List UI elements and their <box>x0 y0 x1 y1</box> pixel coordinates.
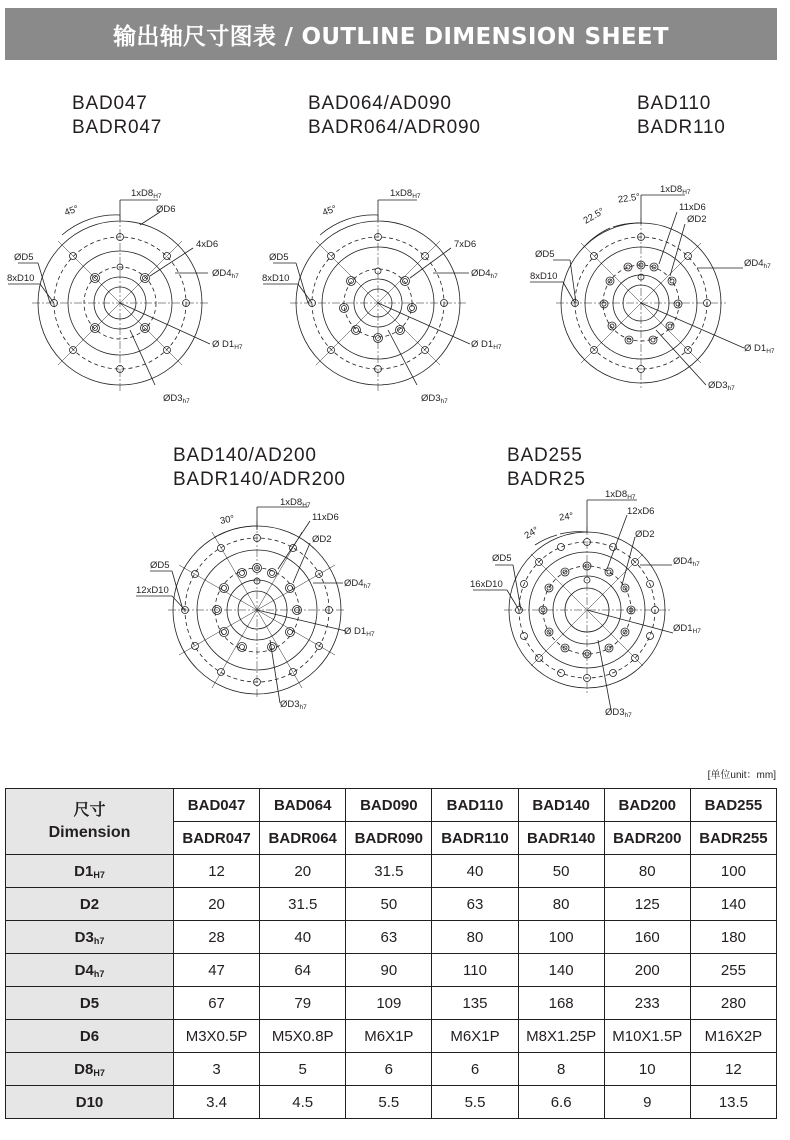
d5-label: ØD5 <box>492 553 512 564</box>
row-tolerance: H7 <box>93 1067 105 1078</box>
unit-note: [单位unit：mm] <box>707 770 776 781</box>
angle-label-2: 24° <box>558 510 575 524</box>
angle-label: 30° <box>219 513 236 527</box>
table-cell: 4.5 <box>260 1086 346 1119</box>
d10-label: 8xD10 <box>262 273 290 284</box>
flange-outline <box>263 200 470 391</box>
d1-label: $ØD1_{H7}$ <box>673 623 701 635</box>
angle-label: 45° <box>320 203 339 219</box>
angle-label: 24° <box>522 524 541 542</box>
model-header: BAD255 <box>690 789 776 822</box>
row-name: D6 <box>79 1027 100 1045</box>
d2-label: ØD2 <box>312 534 332 545</box>
model-header: BADR140 <box>518 822 604 855</box>
d8-label: $1xD8_{H7}$ <box>131 188 162 200</box>
table-cell: 79 <box>260 987 346 1020</box>
tap-label: 4xD6 <box>196 239 219 250</box>
row-name: D2 <box>79 895 100 913</box>
row-header <box>6 888 174 921</box>
table-cell: 64 <box>260 954 346 987</box>
row-tolerance: H7 <box>93 869 105 880</box>
d4-label: $ØD4_{h7}$ <box>212 268 239 280</box>
row-tolerance: h7 <box>93 968 105 979</box>
d3-label: $ØD3_{h7}$ <box>421 393 448 405</box>
model-label: BADR047 <box>72 117 163 138</box>
table-cell: 110 <box>432 954 518 987</box>
model-label: BAD064/AD090 <box>308 93 452 114</box>
table-cell: M10X1.5P <box>604 1020 690 1053</box>
table-cell: 200 <box>604 954 690 987</box>
d1-label: Ø $D1_{H7}$ <box>344 626 375 638</box>
tap-label: 11xD6 <box>312 512 339 523</box>
row-name: D8 <box>74 1060 94 1078</box>
d3-label: $ØD3_{h7}$ <box>280 699 307 711</box>
model-label: BADR140/ADR200 <box>173 469 346 490</box>
table-body <box>6 855 777 1119</box>
table-cell: 12 <box>690 1053 776 1086</box>
table-cell: 6 <box>432 1053 518 1086</box>
table-row <box>6 1020 777 1053</box>
model-header: BAD110 <box>432 789 518 822</box>
d8-label: $1xD8_{H7}$ <box>660 184 691 196</box>
table-cell: 9 <box>604 1086 690 1119</box>
model-label: BAD255 <box>507 445 583 466</box>
row-name: D10 <box>75 1093 104 1111</box>
table-cell: M5X0.8P <box>260 1020 346 1053</box>
table-cell: 50 <box>518 855 604 888</box>
table-row <box>6 1086 777 1119</box>
table-cell: 67 <box>174 987 260 1020</box>
table-cell: 5.5 <box>432 1086 518 1119</box>
row-header <box>6 987 174 1020</box>
table-row <box>6 987 777 1020</box>
table-cell: 13.5 <box>690 1086 776 1119</box>
table-cell: 6.6 <box>518 1086 604 1119</box>
d8-label: $1xD8_{H7}$ <box>390 188 421 200</box>
table-cell: 12 <box>174 855 260 888</box>
table-cell: 180 <box>690 921 776 954</box>
table-cell: M6X1P <box>432 1020 518 1053</box>
table-cell: 28 <box>174 921 260 954</box>
table-cell: 135 <box>432 987 518 1020</box>
table-cell: 100 <box>518 921 604 954</box>
dimension-table <box>5 788 777 1119</box>
model-header: BAD064 <box>260 789 346 822</box>
model-label: BADR110 <box>637 117 726 138</box>
model-label-group <box>72 92 162 140</box>
table-cell: 63 <box>346 921 432 954</box>
row-header <box>6 1020 174 1053</box>
row-tolerance: h7 <box>93 935 105 946</box>
d4-label: $ØD4_{h7}$ <box>673 556 700 568</box>
model-header: BADR255 <box>690 822 776 855</box>
table-row <box>6 855 777 888</box>
table-cell: 40 <box>260 921 346 954</box>
row-name: D4 <box>74 961 94 979</box>
model-label-group <box>637 92 726 140</box>
row-header <box>6 855 174 888</box>
d2-label: ØD2 <box>687 214 707 225</box>
angle-label-2: 22.5° <box>617 191 641 206</box>
table-cell: 3.4 <box>174 1086 260 1119</box>
d10-label: 8xD10 <box>7 273 35 284</box>
table-cell: 40 <box>432 855 518 888</box>
model-label: BADR25 <box>507 469 586 490</box>
model-label: BAD047 <box>72 93 148 114</box>
table-cell: 160 <box>604 921 690 954</box>
d5-label: ØD5 <box>150 560 170 571</box>
model-label: BADR064/ADR090 <box>308 117 481 138</box>
dimension-header <box>6 789 174 855</box>
row-header <box>6 1053 174 1086</box>
drawing-bad064 <box>255 180 525 410</box>
model-label: BAD140/AD200 <box>173 445 317 466</box>
d3-label: $ØD3_{h7}$ <box>605 707 632 719</box>
table-cell: 90 <box>346 954 432 987</box>
angle-label: 22.5° <box>581 205 607 227</box>
drawing-bad047 <box>0 180 250 410</box>
drawing-bad110 <box>525 180 785 410</box>
table-cell: 63 <box>432 888 518 921</box>
model-header: BADR110 <box>432 822 518 855</box>
angle-label: 45° <box>62 203 81 219</box>
model-header: BAD200 <box>604 789 690 822</box>
model-label-group <box>173 444 346 492</box>
d4-label: $ØD4_{h7}$ <box>471 268 498 280</box>
table-cell: 80 <box>432 921 518 954</box>
table-cell: 280 <box>690 987 776 1020</box>
row-name: D3 <box>74 928 94 946</box>
table-cell: 31.5 <box>346 855 432 888</box>
table-cell: 168 <box>518 987 604 1020</box>
page-title-banner <box>5 8 777 60</box>
tap-label: 11xD6 <box>679 202 706 213</box>
model-label-group <box>308 92 481 140</box>
table-cell: 255 <box>690 954 776 987</box>
d10-label: 16xD10 <box>470 579 503 590</box>
dimension-header-en: Dimension <box>48 823 131 841</box>
dimension-header-cn: 尺寸 <box>73 801 106 819</box>
row-name: D1 <box>74 862 94 880</box>
table-cell: 140 <box>690 888 776 921</box>
flange-outline <box>530 195 744 388</box>
page-title: 输出轴尺寸图表 / OUTLINE DIMENSION SHEET <box>113 23 669 50</box>
table-cell: 8 <box>518 1053 604 1086</box>
table-cell: 6 <box>346 1053 432 1086</box>
table-cell: 80 <box>518 888 604 921</box>
d4-label: $ØD4_{h7}$ <box>744 258 771 270</box>
table-cell: 125 <box>604 888 690 921</box>
table-cell: 140 <box>518 954 604 987</box>
drawing-bad255 <box>465 485 735 725</box>
d5-label: ØD5 <box>535 249 555 260</box>
drawing-bad140 <box>130 495 410 720</box>
table-row <box>6 1053 777 1086</box>
flange-outline <box>8 200 210 391</box>
d2-label: ØD2 <box>635 529 655 540</box>
table-cell: 10 <box>604 1053 690 1086</box>
model-header: BAD047 <box>174 789 260 822</box>
d3-label: $ØD3_{h7}$ <box>708 380 735 392</box>
model-header: BAD090 <box>346 789 432 822</box>
d10-label: 8xD10 <box>530 271 558 282</box>
row-header <box>6 954 174 987</box>
d6-label: ØD6 <box>156 204 176 215</box>
model-label: BAD110 <box>637 93 712 114</box>
model-header: BAD140 <box>518 789 604 822</box>
d8-label: $1xD8_{H7}$ <box>280 497 311 509</box>
table-cell: 80 <box>604 855 690 888</box>
table-cell: M16X2P <box>690 1020 776 1053</box>
model-header: BADR064 <box>260 822 346 855</box>
table-cell: M3X0.5P <box>174 1020 260 1053</box>
model-header: BADR200 <box>604 822 690 855</box>
model-header: BADR047 <box>174 822 260 855</box>
table-row <box>6 888 777 921</box>
table-cell: 109 <box>346 987 432 1020</box>
table-row <box>6 921 777 954</box>
d1-label: Ø $D1_{H7}$ <box>212 339 243 351</box>
table-cell: M8X1.25P <box>518 1020 604 1053</box>
table-header-row <box>6 789 777 822</box>
d1-label: Ø $D1_{H7}$ <box>744 343 775 355</box>
d10-label: 12xD10 <box>136 585 169 596</box>
table-cell: 5.5 <box>346 1086 432 1119</box>
table-cell: 20 <box>260 855 346 888</box>
table-cell: 50 <box>346 888 432 921</box>
tap-label: 12xD6 <box>627 506 655 517</box>
table-cell: M6X1P <box>346 1020 432 1053</box>
table-cell: 47 <box>174 954 260 987</box>
table-cell: 5 <box>260 1053 346 1086</box>
d5-label: ØD5 <box>269 252 289 263</box>
d8-label: $1xD8_{H7}$ <box>605 489 636 501</box>
d1-label: Ø $D1_{H7}$ <box>471 339 502 351</box>
table-cell: 31.5 <box>260 888 346 921</box>
table-cell: 100 <box>690 855 776 888</box>
row-header <box>6 921 174 954</box>
d3-label: $ØD3_{h7}$ <box>163 393 190 405</box>
row-header <box>6 1086 174 1119</box>
table-cell: 20 <box>174 888 260 921</box>
d5-label: ØD5 <box>14 252 34 263</box>
row-name: D5 <box>79 994 100 1012</box>
table-cell: 3 <box>174 1053 260 1086</box>
table-row <box>6 954 777 987</box>
tap-label: 7xD6 <box>454 239 477 250</box>
model-header: BADR090 <box>346 822 432 855</box>
table-cell: 233 <box>604 987 690 1020</box>
d4-label: $ØD4_{h7}$ <box>344 578 371 590</box>
